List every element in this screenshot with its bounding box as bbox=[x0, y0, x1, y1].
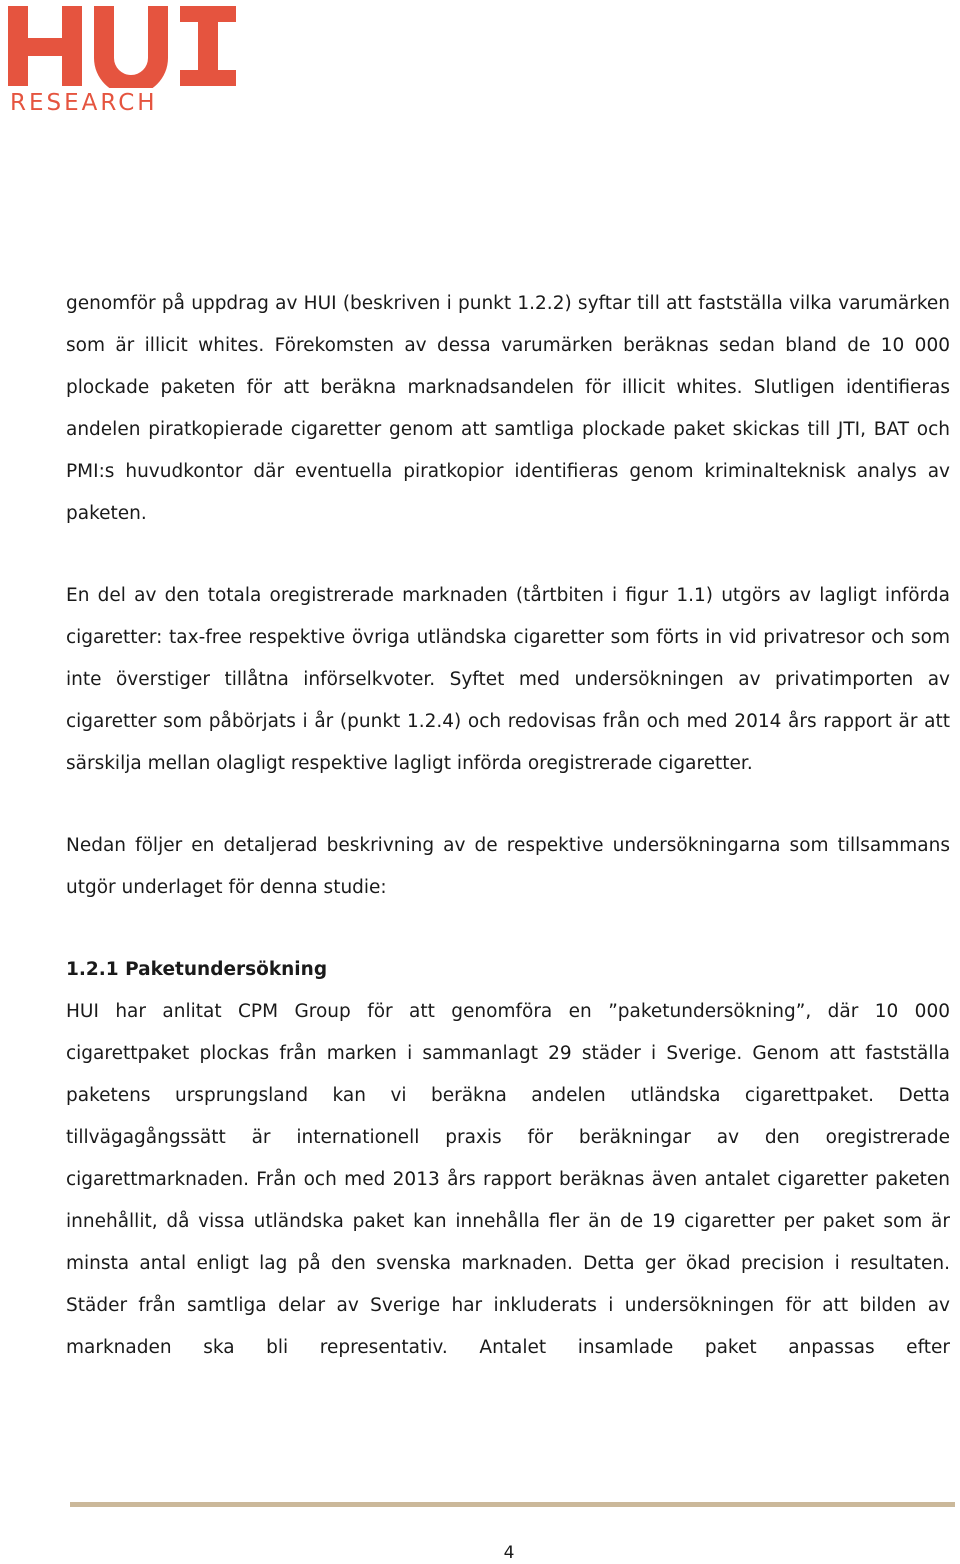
paragraph-illicit-whites: genomför på uppdrag av HUI (beskriven i punkt 1.2.2) syftar till att fastställa vilka varumärken som är illicit whites. Förekomsten av dessa varumärken beräknas sedan bland de 10 000 plockade paketen för att beräkna marknadsandelen för illicit whites. Slutligen identifieras andelen piratkopierade cigaretter genom att samtliga plockade paket skickas till JTI, BAT och PMI:s huvudkontor där eventuella piratkopior identifieras genom kriminalteknisk analys av paketen. bbox=[66, 293, 950, 524]
section-heading: 1.2.1 Paketundersökning bbox=[66, 959, 328, 980]
paragraph-survey-intro: Nedan följer en detaljerad beskrivning av de respektive undersökningarna som tillsammans utgör underlaget för denna studie: bbox=[66, 835, 950, 898]
paragraph-package-survey: HUI har anlitat CPM Group för att genomföra en ”paketundersökning”, där 10 000 cigarettpaket plockas från marken i sammanlagt 29 städer i Sverige. Genom att fastställa paketens ursprungsland kan vi beräkna andelen utländska cigarettpaket. Detta tillvägagångssätt är internationell praxis för beräkningar av den oregistrerade cigarettmarknaden. Från och med 2013 års rapport beräknas även antalet cigaretter paketen innehållit, då vissa utländska paket kan innehålla fler än de 19 cigaretter per paket som är minsta antal enligt lag på den svenska marknaden. Detta ger ökad precision i resultaten. Städer från samtliga delar av Sverige har inkluderats i undersökningen för att bilden av marknaden ska bli representativ. Antalet insamlade paket anpassas efter bbox=[66, 1001, 950, 1358]
document-body bbox=[66, 283, 950, 1369]
paragraph-legal-imports: En del av den totala oregistrerade marknaden (tårtbiten i figur 1.1) utgörs av lagligt införda cigaretter: tax-free respektive övriga utländska cigaretter som förts in vid privatresor och som inte överstiger tillåtna införselkvoter. Syftet med undersökningen av privatimporten av cigaretter som påbörjats i år (punkt 1.2.4) och redovisas från och med 2014 års rapport är att särskilja mellan olagligt respektive lagligt införda oregistrerade cigaretter. bbox=[66, 585, 950, 774]
footer-rule bbox=[70, 1502, 955, 1507]
page-number: 4 bbox=[503, 1543, 515, 1563]
hui-logo-mark bbox=[8, 6, 238, 88]
logo-subtitle: RESEARCH bbox=[10, 90, 158, 116]
hui-research-logo bbox=[8, 6, 238, 116]
